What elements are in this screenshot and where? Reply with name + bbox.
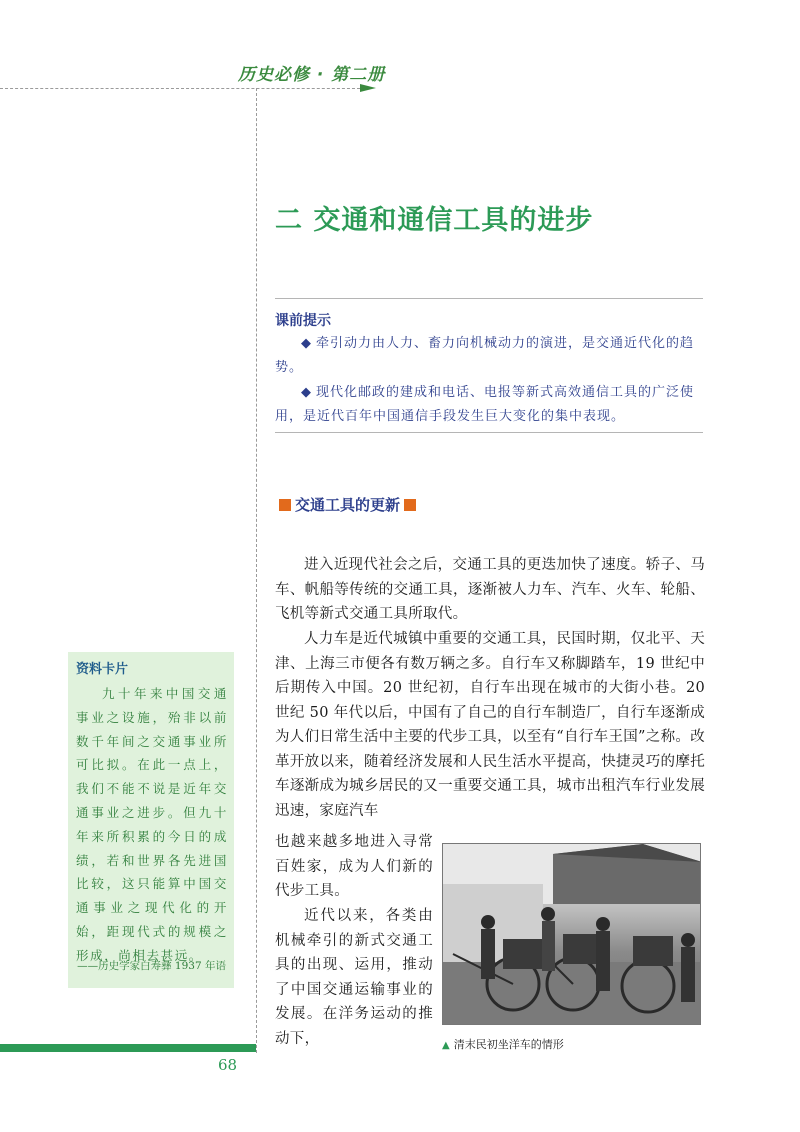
preview-heading: 课前提示 (275, 313, 331, 329)
figure-caption-text: 清末民初坐洋车的情形 (453, 1038, 564, 1051)
orange-square-icon (404, 499, 416, 511)
header-arrow-icon (360, 84, 376, 92)
diamond-bullet-icon: ◆ (301, 336, 312, 351)
rickshaw-photo-illustration (443, 844, 701, 1025)
preview-bottom-rule (275, 432, 703, 433)
book-title: 历史必修 · 第二册 (238, 65, 386, 85)
body-paragraph: 进入近现代社会之后，交通工具的更迭加快了速度。轿子、马车、帆船等传统的交通工具，逐渐被人力车、汽车、火车、轮船、飞机等新式交通工具所取代。 (275, 557, 705, 622)
info-card-text: 九十年来中国交通事业之设施，殆非以前数千年间之交通事业所可比拟。在此一点上，我们不能不说是近年交通事业之进步。但九十年来所积累的今日的成绩，若和世界各先进国比较，这只能算中国交通事业之现代化的开始，距现代式的规模之形成，尚相去甚远。 (76, 686, 228, 963)
preview-item (275, 381, 703, 429)
body-paragraph: 近代以来，各类由机械牵引的新式交通工具的出现、运用，推动了中国交通运输事业的发展。在洋务运动的推动下， (275, 908, 433, 1047)
preview-item (275, 332, 703, 380)
margin-dashed-rule (256, 88, 257, 1053)
body-paragraph-continuation: 也越来越多地进入寻常百姓家，成为人们新的代步工具。 (275, 834, 433, 899)
figure-caption (442, 1036, 564, 1052)
section-heading-text: 交通工具的更新 (295, 496, 401, 514)
header-dashed-rule (0, 88, 360, 89)
page-number: 68 (218, 1056, 238, 1074)
orange-square-icon (279, 499, 291, 511)
info-card-title: 资料卡片 (76, 662, 129, 677)
preview-item-text: 牵引动力由人力、畜力向机械动力的演进，是交通近代化的趋势。 (275, 336, 695, 375)
rickshaw-photo (442, 843, 701, 1025)
info-card-source: ——历史学家白寿彝 1937 年语 (77, 960, 226, 972)
chapter-title: 二 交通和通信工具的进步 (275, 205, 594, 236)
preview-item-text: 现代化邮政的建成和电话、电报等新式高效通信工具的广泛使用，是近代百年中国通信手段发生巨大变化的集中表现。 (275, 385, 695, 424)
info-card (68, 652, 234, 988)
footer-bar (0, 1044, 256, 1052)
triangle-marker-icon: ▲ (442, 1040, 450, 1051)
body-paragraph: 人力车是近代城镇中重要的交通工具，民国时期，仅北平、天津、上海三市便各有数万辆之多。自行车又称脚踏车，19 世纪中后期传入中国。20 世纪初，自行车出现在城市的大街小巷。20 世纪 50 年代以后，中国有了自己的自行车制造厂，自行车逐渐成为人们日常生活中主要的代步工具，以至有“自行车王国”之称。改革开放以来，随着经济发展和人民生活水平提高，快捷灵巧的摩托车逐渐成为城乡居民的又一重要交通工具，城市出租汽车行业发展迅速，家庭汽车 (275, 631, 705, 819)
preview-top-rule (275, 298, 703, 299)
section-heading (275, 494, 420, 515)
diamond-bullet-icon: ◆ (301, 385, 312, 400)
